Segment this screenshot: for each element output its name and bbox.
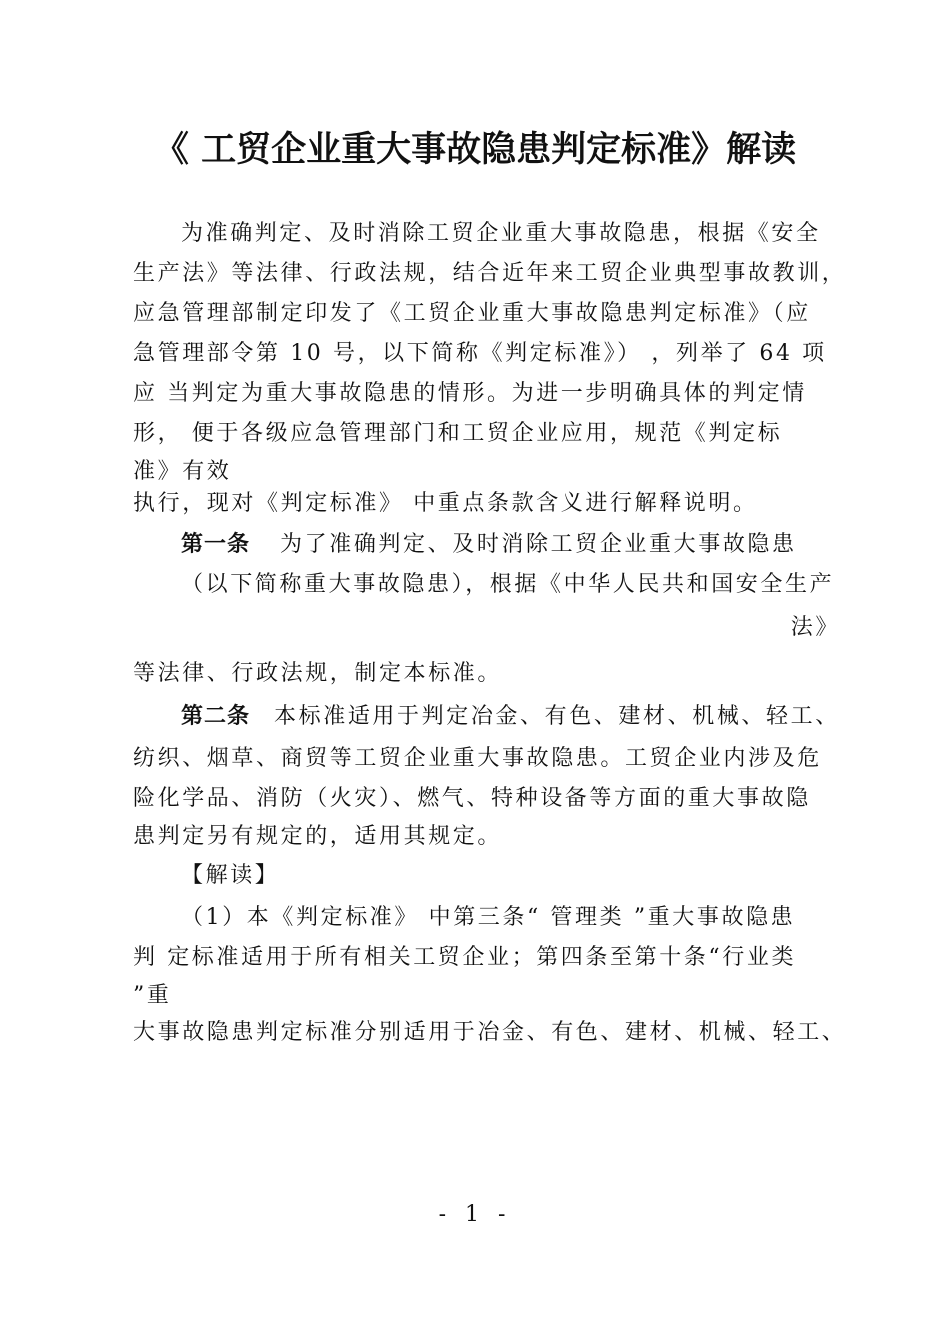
article-2-line-2: 纺织、烟草、商贸等工贸企业重大事故隐患。工贸企业内涉及危 (133, 746, 822, 771)
page-number: - 1 - (438, 1202, 512, 1227)
intro-line-6: 形， 便于各级应急管理部门和工贸企业应用，规范《判定标 (133, 421, 783, 446)
article-1-line-2: （以下简称重大事故隐患），根据《中华人民共和国安全生产 (181, 572, 835, 597)
article-2-first-line (181, 702, 840, 732)
intro-line-2: 生产法》等法律、行政法规，结合近年来工贸企业典型事故教训， (133, 261, 847, 286)
interpretation-line-4: 大事故隐患判定标准分别适用于冶金、有色、建材、机械、轻工、 (133, 1020, 847, 1045)
intro-line-3: 应急管理部制定印发了《工贸企业重大事故隐患判定标准》（应 (133, 301, 811, 326)
interpretation-line-1: （1）本《判定标准》 中第三条“ 管理类 ”重大事故隐患 (181, 905, 796, 930)
interpretation-line-3: ”重 (133, 983, 172, 1008)
article-2-line-4: 患判定另有规定的，适用其规定。 (133, 824, 503, 849)
article-2-line-3: 险化学品、消防（火灾）、燃气、特种设备等方面的重大事故隐 (133, 786, 811, 811)
interpretation-line-2: 判 定标准适用于所有相关工贸企业；第四条至第十条“行业类 (133, 945, 797, 970)
article-1-line-3: 法》 (790, 615, 840, 640)
article-1-first-line (181, 530, 797, 560)
article-1-label: 第一条 (181, 532, 251, 557)
intro-line-7: 准》有效 (133, 459, 232, 484)
document-title: 《 工贸企业重大事故隐患判定标准》解读 (153, 130, 797, 170)
article-2-label: 第二条 (181, 704, 251, 729)
intro-line-8: 执行，现对《判定标准》 中重点条款含义进行解释说明。 (133, 491, 758, 516)
interpretation-heading: 【解读】 (181, 863, 280, 888)
article-1-line-4: 等法律、行政法规，制定本标准。 (133, 661, 503, 686)
article-1-line-1: 为了准确判定、及时消除工贸企业重大事故隐患 (280, 532, 797, 557)
intro-line-1: 为准确判定、及时消除工贸企业重大事故隐患，根据《安全 (181, 221, 821, 246)
intro-line-4: 急管理部令第 10 号，以下简称《判定标准》） ，列举了 64 项 (133, 341, 827, 366)
article-2-line-1: 本标准适用于判定冶金、有色、建材、机械、轻工、 (274, 704, 840, 729)
intro-line-5: 应 当判定为重大事故隐患的情形。为进一步明确具体的判定情 (133, 381, 807, 406)
